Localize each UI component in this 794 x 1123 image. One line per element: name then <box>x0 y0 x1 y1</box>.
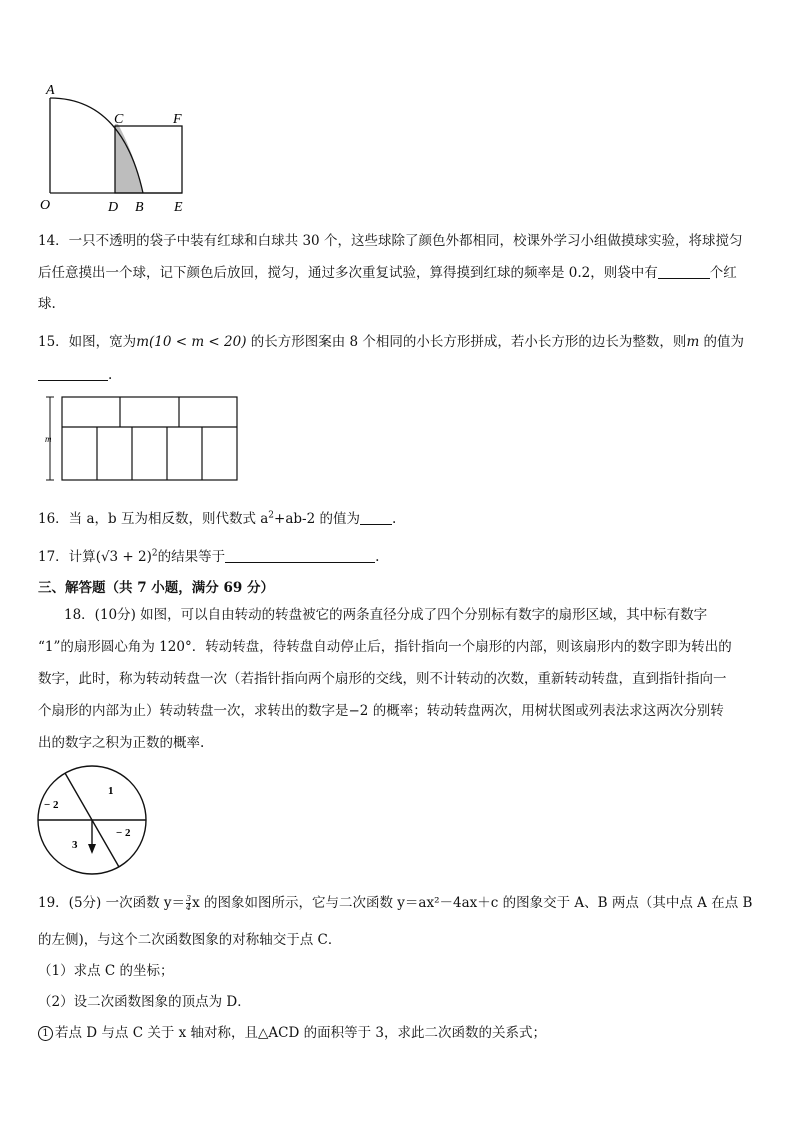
q14-line2 <box>38 261 737 281</box>
circled-one-marker: 1 <box>38 1026 53 1041</box>
section-heading: 三、解答题（共 7 小题，满分 69 分） <box>38 580 274 596</box>
q15-math: m(10 < m < 20) <box>136 334 247 350</box>
q19-text-b: x 的图象如图所示，它与二次函数 y＝ax²－4ax＋c 的图象交于 A、B 两点（其中点 A 在点 B <box>192 895 753 911</box>
q19-frac-num: 3 <box>186 894 192 903</box>
label-D: D <box>108 200 119 213</box>
q14-answer-blank[interactable] <box>658 264 710 279</box>
q19-text-a: 19．(5分) 一次函数 y＝ <box>38 895 186 911</box>
q14-line3: 球. <box>38 296 56 312</box>
q19-line2: 的左侧)，与这个二次函数图象的对称轴交于点 C． <box>38 932 342 948</box>
q18-line1: 18．(10分) 如图，可以自由转动的转盘被它的两条直径分成了四个分别标有数字的扇形区域，其中标有数字 <box>64 607 708 623</box>
q16-text-b: +ab-2 的值为 <box>274 511 360 527</box>
q16-sup: 2 <box>268 510 275 521</box>
q17-answer-blank[interactable] <box>225 548 375 563</box>
label-B: B <box>135 200 144 213</box>
label-F: F <box>173 112 182 127</box>
q19-line1 <box>38 891 752 912</box>
label-C: C <box>114 112 124 127</box>
q15-text-a: 15．如图，宽为 <box>38 334 137 350</box>
q18-line5: 出的数字之积为正数的概率. <box>38 735 205 751</box>
q17-text-c: . <box>375 549 380 565</box>
width-label-m: m <box>45 434 52 444</box>
q19-sub1: （1）求点 C 的坐标； <box>38 963 174 979</box>
q15-line2 <box>38 366 112 383</box>
q15-line1 <box>38 330 744 350</box>
sector-1: 1 <box>108 785 114 797</box>
q19-sub2: （2）设二次函数图象的顶点为 D． <box>38 994 251 1010</box>
sector-3: 3 <box>72 839 78 851</box>
label-A: A <box>46 83 55 98</box>
q18-line2: “1”的扇形圆心角为 120°．转动转盘，待转盘自动停止后，指针指向一个扇形的内部，则该扇形内的数字即为转出的 <box>38 639 732 655</box>
q15-answer-blank[interactable] <box>38 366 108 381</box>
q19-fraction <box>186 895 191 912</box>
q17-sup: 2 <box>151 548 158 559</box>
q15-period: . <box>108 367 113 383</box>
q17-expr: (√3 + 2) <box>95 549 152 565</box>
q14-line2-end: 个红 <box>709 265 737 281</box>
q18-line4: 个扇形的内部为止）转动转盘一次，求转出的数字是−2 的概率；转动转盘两次，用树状图或列表法求这两次分别转 <box>38 703 724 719</box>
q17-text-a: 17．计算 <box>38 549 96 565</box>
q17-text-b: 的结果等于 <box>157 549 226 565</box>
sector-minus2-left: − 2 <box>44 799 59 811</box>
spinner-wheel-figure <box>34 762 150 878</box>
q16-answer-blank[interactable] <box>360 510 392 525</box>
q19-sub3 <box>38 1021 546 1041</box>
label-O: O <box>40 198 51 213</box>
q18-line3: 数字，此时，称为转动转盘一次（若指针指向两个扇形的交线，则不计转动的次数，重新转动转盘，直到指针指向一 <box>38 671 727 687</box>
q14-line1: 14．一只不透明的袋子中装有红球和白球共 30 个，这些球除了颜色外都相同，校课外学习小组做摸球实验，将球搅匀 <box>38 233 743 249</box>
q16-line <box>38 507 396 527</box>
q16-text-a: 16．当 a，b 互为相反数，则代数式 a <box>38 511 269 527</box>
q15-text-b: 的长方形图案由 8 个相同的小长方形拼成，若小长方形的边长为整数，则 <box>246 334 687 350</box>
q19-frac-den: 4 <box>186 903 192 912</box>
q19-sub3-text: 若点 D 与点 C 关于 x 轴对称，且△ACD 的面积等于 3，求此二次函数的关系式； <box>55 1025 546 1041</box>
rectangle-pattern-figure <box>42 392 242 484</box>
q17-line <box>38 545 379 565</box>
q14-line2-text: 后任意摸出一个球，记下颜色后放回，搅匀，通过多次重复试验，算得摸到红球的频率是 0.2，则袋中有 <box>38 265 658 281</box>
q15-text-c: 的值为 <box>699 334 745 350</box>
sector-minus2-right: − 2 <box>116 827 131 839</box>
label-E: E <box>174 200 183 213</box>
quarter-circle-figure <box>30 78 200 213</box>
q15-var: m <box>686 334 700 350</box>
q16-text-c: . <box>391 511 397 527</box>
